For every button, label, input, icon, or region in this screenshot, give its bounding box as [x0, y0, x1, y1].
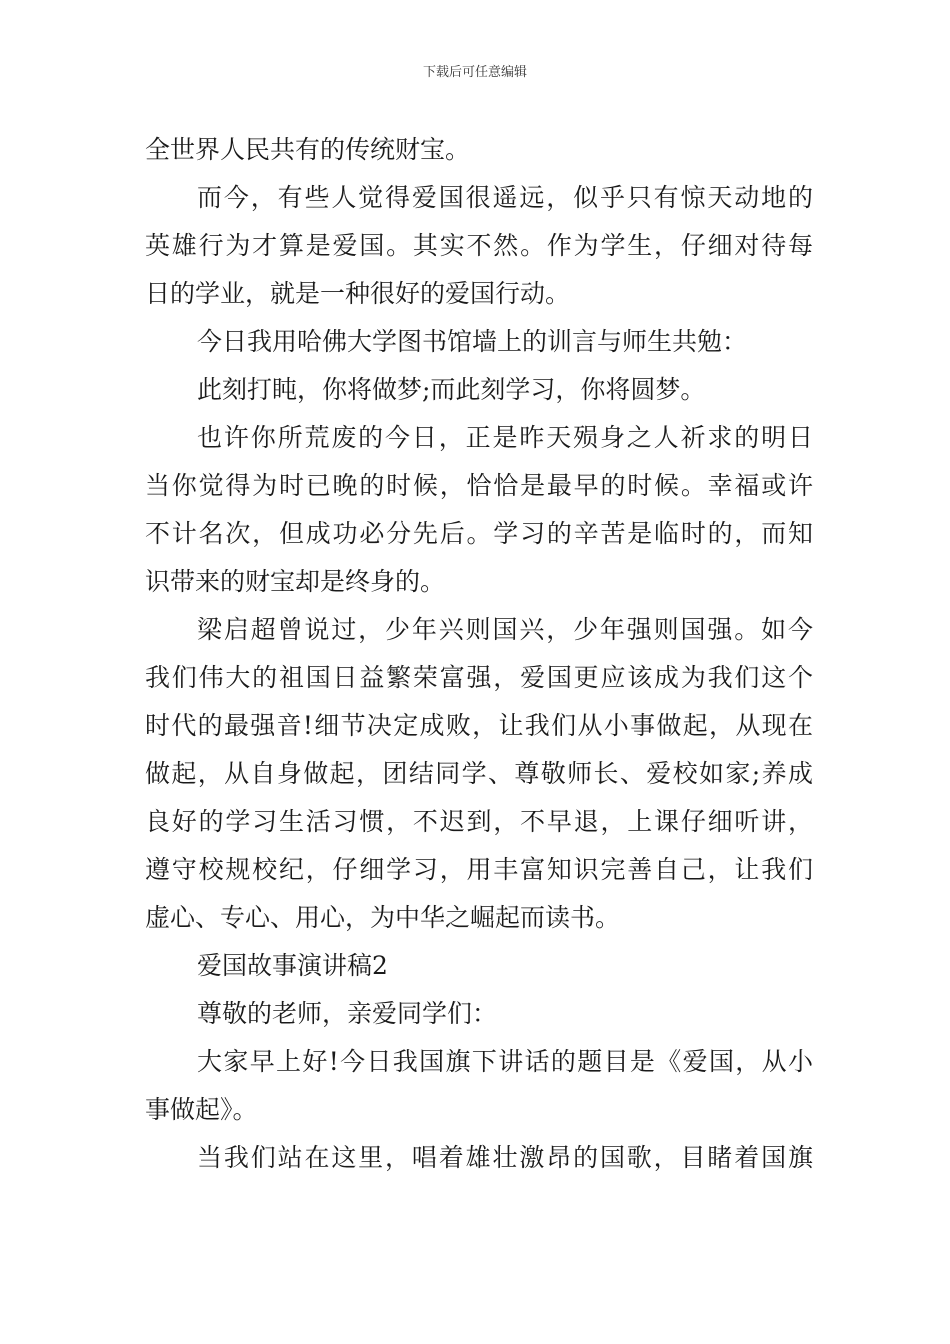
text-line: 当我们站在这里，唱着雄壮激昂的国歌，目睹着国旗: [197, 1143, 813, 1172]
text-line: 今日我用哈佛大学图书馆墙上的训言与师生共勉：: [197, 327, 748, 356]
text-line: 我们伟大的祖国日益繁荣富强，爱国更应该成为我们这个: [145, 663, 813, 692]
text-line: 日的学业，就是一种很好的爱国行动。: [145, 279, 571, 308]
text-line: 不计名次，但成功必分先后。学习的辛苦是临时的，而知: [145, 519, 813, 548]
text-line: 识带来的财宝却是终身的。: [145, 567, 446, 596]
text-line: 做起，从自身做起，团结同学、尊敬师长、爱校如家;养成: [145, 759, 813, 788]
text-line: 也许你所荒废的今日，正是昨天殒身之人祈求的明日: [197, 423, 813, 452]
text-line: 英雄行为才算是爱国。其实不然。作为学生，仔细对待每: [145, 231, 813, 260]
text-line: 事做起》。: [145, 1095, 258, 1124]
text-line: 而今，有些人觉得爱国很遥远，似乎只有惊天动地的: [197, 183, 813, 212]
text-line: 虚心、专心、用心，为中华之崛起而读书。: [145, 903, 621, 932]
text-line: 全世界人民共有的传统财宝。: [145, 135, 471, 164]
text-line: 遵守校规校纪，仔细学习，用丰富知识完善自己，让我们: [145, 855, 813, 884]
page-header-note: 下载后可任意编辑: [422, 65, 527, 80]
text-line: 梁启超曾说过，少年兴则国兴，少年强则国强。如今: [197, 615, 813, 644]
text-line: 大家早上好!今日我国旗下讲话的题目是《爱国，从小: [197, 1047, 813, 1076]
section-heading: 爱国故事演讲稿2: [197, 951, 388, 980]
text-line: 时代的最强音!细节决定成败，让我们从小事做起，从现在: [145, 711, 813, 740]
text-line: 当你觉得为时已晚的时候，恰恰是最早的时候。幸福或许: [145, 471, 813, 500]
text-line: 良好的学习生活习惯，不迟到，不早退，上课仔细听讲，: [145, 807, 813, 836]
text-line: 此刻打盹，你将做梦;而此刻学习，你将圆梦。: [197, 375, 706, 404]
document-body: [145, 126, 813, 1182]
salutation: 尊敬的老师，亲爱同学们：: [197, 999, 498, 1028]
